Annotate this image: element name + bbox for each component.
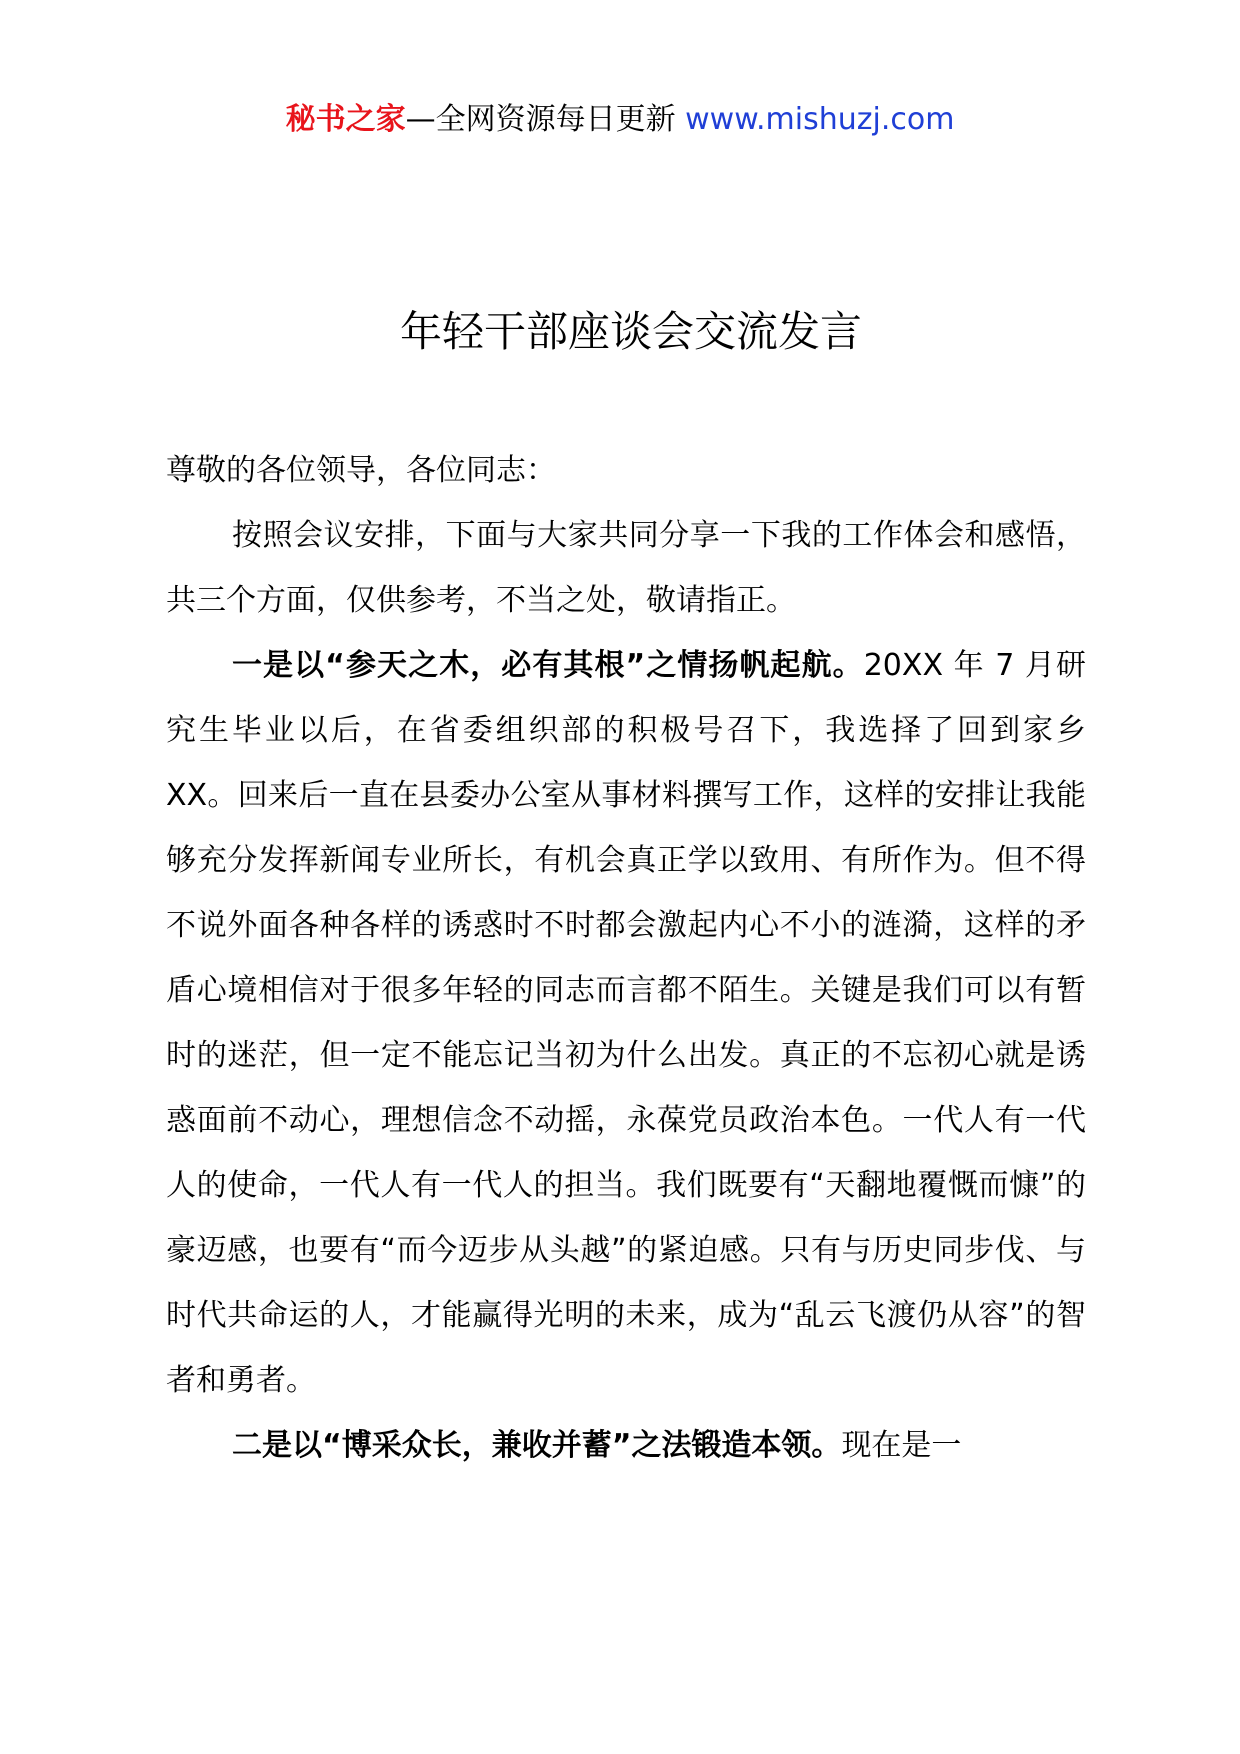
header-brand: 秘书之家 [285, 102, 406, 137]
header-url-link[interactable]: www.mishuzj.com [685, 102, 955, 137]
header-tagline: —全网资源每日更新 [405, 102, 686, 137]
section-2-body: 现在是一 [841, 1428, 962, 1463]
salutation: 尊敬的各位领导，各位同志： [166, 453, 556, 488]
document-title: 年轻干部座谈会交流发言 [399, 307, 862, 356]
section-1-paragraph [166, 633, 1086, 1413]
section-2-heading: 二是以“博采众长，兼收并蓄”之法锻造本领。 [232, 1428, 842, 1463]
section-2-paragraph [166, 1413, 1086, 1478]
document-body [166, 438, 1086, 1478]
intro-paragraph: 按照会议安排，下面与大家共同分享一下我的工作体会和感悟，共三个方面，仅供参考，不当之处，敬请指正。 [166, 518, 1086, 618]
page-header [0, 100, 1240, 140]
section-1-heading: 一是以“参天之木，必有其根”之情扬帆起航。 [232, 648, 864, 683]
section-1-body: 20XX 年 7 月研究生毕业以后，在省委组织部的积极号召下，我选择了回到家乡 XX。回来后一直在县委办公室从事材料撰写工作，这样的安排让我能够充分发挥新闻专业所长，有机会真正学以致用、有所作为。但不得不说外面各种各样的诱惑时不时都会激起内心不小的涟漪，这样的矛盾心境相信对于很多年轻的同志而言都不陌生。关键是我们可以有暂时的迷茫，但一定不能忘记当初为什么出发。真正的不忘初心就是诱惑面前不动心，理想信念不动摇，永葆党员政治本色。一代人有一代人的使命，一代人有一代人的担当。我们既要有“天翻地覆慨而慷”的豪迈感，也要有“而今迈步从头越”的紧迫感。只有与历史同步伐、与时代共命运的人，才能赢得光明的未来，成为“乱云飞渡仍从容”的智者和勇者。 [166, 648, 1086, 1398]
